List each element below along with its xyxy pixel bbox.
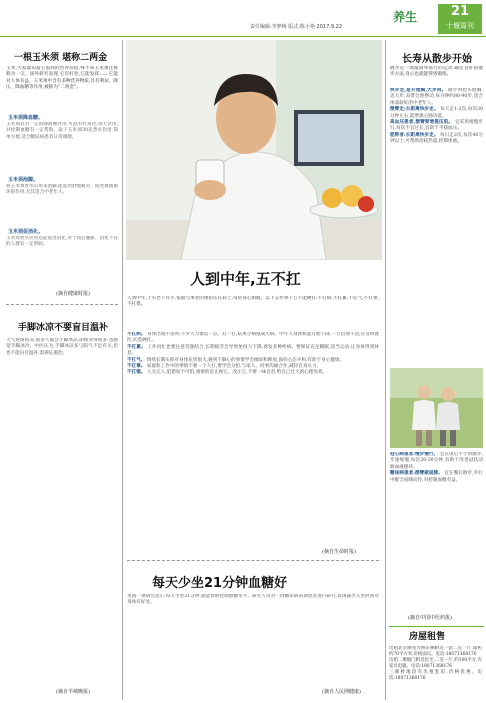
page-subtitle: 十堰周刊 (446, 22, 474, 30)
right-sub6: 糖尿病患者:摆臂做屈膝。 (390, 471, 443, 477)
column-divider-right (385, 40, 386, 700)
left-separator (6, 304, 118, 305)
left-article1-para3: 玉米须煮水饮用还能促进消化,对于饭后腹胀、消化不良的人群有一定帮助。 (6, 236, 118, 248)
article2-body: 英国一项研究显示,每天少坐21分钟,就能帮助控制血糖水平。研究人员对一批糖尿病前期患者进行研究,发现减少久坐时间对身体有好处。 (127, 594, 379, 606)
left-article1-body: 玉米,大家都知道它很高的营养价值,殊不知玉米须还被称为一宝。国外研究发现,它有好处,它能发挥……它能对人体有益。玉米须中含有多种营养物质,具有利尿、降压、降血糖等作用,被称为"二两金"。 (6, 66, 118, 91)
editor-credits: 责任编辑:李梦梅 版式:陈小艳 2017.9.22 (250, 24, 342, 30)
right-sub3: 高血压患者,摆臂要增提压肌。 (390, 120, 454, 126)
section-title: 养生 (393, 10, 418, 24)
left-article2-source: (摘自羊城晚报) (56, 689, 90, 695)
column-divider-left (122, 40, 123, 700)
main-sub5: 不扛错。 (127, 370, 146, 376)
main-intro: 人到中年,上有老下有小,家庭与事业的重担压在肩上,常常身心俱疲。以下五件事千万不能硬扛:不扛病,不扛累,不扛气,不扛事,不扛错。 (127, 296, 379, 308)
right-article-body2: 冠心病患者:慢步慢行。 宜在饭后半小时散步,步速缓慢,每次20-30分钟,有助于改善冠状动脉血液循环。 糖尿病患者:摆臂做屈膝。 宜在餐后散步,步行中配合屈膝动作,对控制血糖有益。 (390, 452, 483, 483)
right-article-title: 长寿从散步开始 (402, 54, 472, 65)
middle-separator (127, 560, 379, 561)
main-sub1: 不扛病。 (127, 332, 146, 337)
left-article1-source: (摘自健康时报) (56, 291, 90, 297)
right-sub1: 快步走,是开始胸,大步再。 (390, 88, 447, 93)
right-sub2: 摆臂走;长距离快步走。 (390, 107, 439, 113)
right-source: (摘自中国中医药报) (408, 615, 452, 621)
main-body: 不扛病。 身体出现不适时,不少人习惯忍一忍、扛一扛,结果小病拖成大病。中年人身体机能开始下降,一旦出现不适,应及时就医,切莫硬扛。 不扛累。 工作再忙也要注意劳逸结合,长期疲劳会导致免疫力下降,诱发多种疾病。要保证充足睡眠,适当运动,让身体得到休息。 不扛气。 情绪长期压抑对身体危害很大,遇到不顺心的事要学会倾诉和释放,保持心态平和,有助于身心健康。 不扛事。 家庭和工作中的事情不要一个人扛,要学会分担,与家人、同事沟通合作,减轻自身压力。 不扛错。 人无完人,犯错误不可怕,重要的是正视它、改正它,不要一味自责,给自己过大的心理负担。 (127, 332, 379, 376)
right-article-body: 快步走,是开始胸,大步再。 散步时抬头挺胸,迈大步,双臂自然摆动,每分钟约80-90步,适合体质较好的中老年人。 摆臂走;长距离快步走。 每天走1-2次,每次30分钟左右,能增强心肺功能。 高血压患者,摆臂要增提压肌。 宜采用缓慢步行,每次不宜过长,有助于平稳血压。 肥胖者:长距离快步走。 每日走2次,每次40分钟以上,可帮助消耗热量,控制体重。 (390, 88, 483, 145)
main-sub2: 不扛累。 (127, 344, 146, 350)
page-header (0, 0, 486, 38)
page-badge (438, 4, 482, 34)
right-article-intro: 散步是一项最简单易行的运动,确定良好的散步方法,身心也就能得到锻炼。 (390, 66, 483, 78)
header-rule (0, 36, 486, 37)
article2-source: (摘自人民网健康) (322, 689, 361, 695)
left-article1-sub1: 玉米须降血糖。 (8, 115, 44, 121)
housing-item: 出租二堰地门附近民宅,二室一厅,约100平方,有家具电器。电话:18071368176 (389, 658, 482, 669)
housing-item: 出租北京路星光桥东侧附近一套二室一厅,面积约70平方米,价格面议。电话:18071368176 (389, 646, 482, 657)
article2-title: 每天少坐21分钟血糖好 (152, 576, 288, 591)
left-article2-body: 天气逐渐转凉,很多人都会手脚冰凉,即使穿得很多,也感觉手脚冰冷。中医认为,手脚冰凉多与阳气不足有关,但也不能盲目温补,需辨证施治。 (6, 338, 118, 356)
left-article1-para: 玉米须具有一定的降血糖作用,可泡水代茶饮,每天饮用,对控制血糖有一定帮助。取干玉米须30克煮水饮用,简单方便,适合糖尿病患者日常调理。 (6, 122, 118, 140)
main-title: 人到中年,五不扛 (190, 270, 301, 288)
page-number: 21 (450, 4, 470, 19)
elderly-couple-walking-photo (390, 368, 483, 448)
main-source: (摘自生命时报) (322, 549, 356, 555)
right-sub4: 肥胖者:长距离快步走。 (390, 132, 439, 138)
housing-title: 房屋租售 (409, 632, 446, 642)
main-sub3: 不扛气。 (127, 357, 146, 363)
main-sub4: 不扛事。 (127, 364, 146, 370)
housing-item: 三堰桥地段有出租套房,价格优惠。电话:18071368176 (389, 670, 482, 681)
man-with-cup-photo (126, 40, 382, 260)
left-article1-sub2: 玉米须泡脚。 (8, 177, 39, 183)
left-article1-para2: 将玉米须煮水后用来泡脚,能起到舒缓疲劳、促进血液循环的作用,尤其适合中老年人。 (6, 184, 118, 196)
left-article1-title: 一根玉米须 堪称二两金 (14, 53, 108, 63)
left-article2-title: 手脚冰凉不要盲目温补 (18, 323, 109, 333)
right-sub5: 冠心病患者:慢步慢行。 (390, 452, 439, 457)
left-article1-sub3: 玉米须促消化。 (8, 229, 44, 235)
housing-ads-box (389, 626, 484, 700)
housing-list (389, 646, 482, 698)
